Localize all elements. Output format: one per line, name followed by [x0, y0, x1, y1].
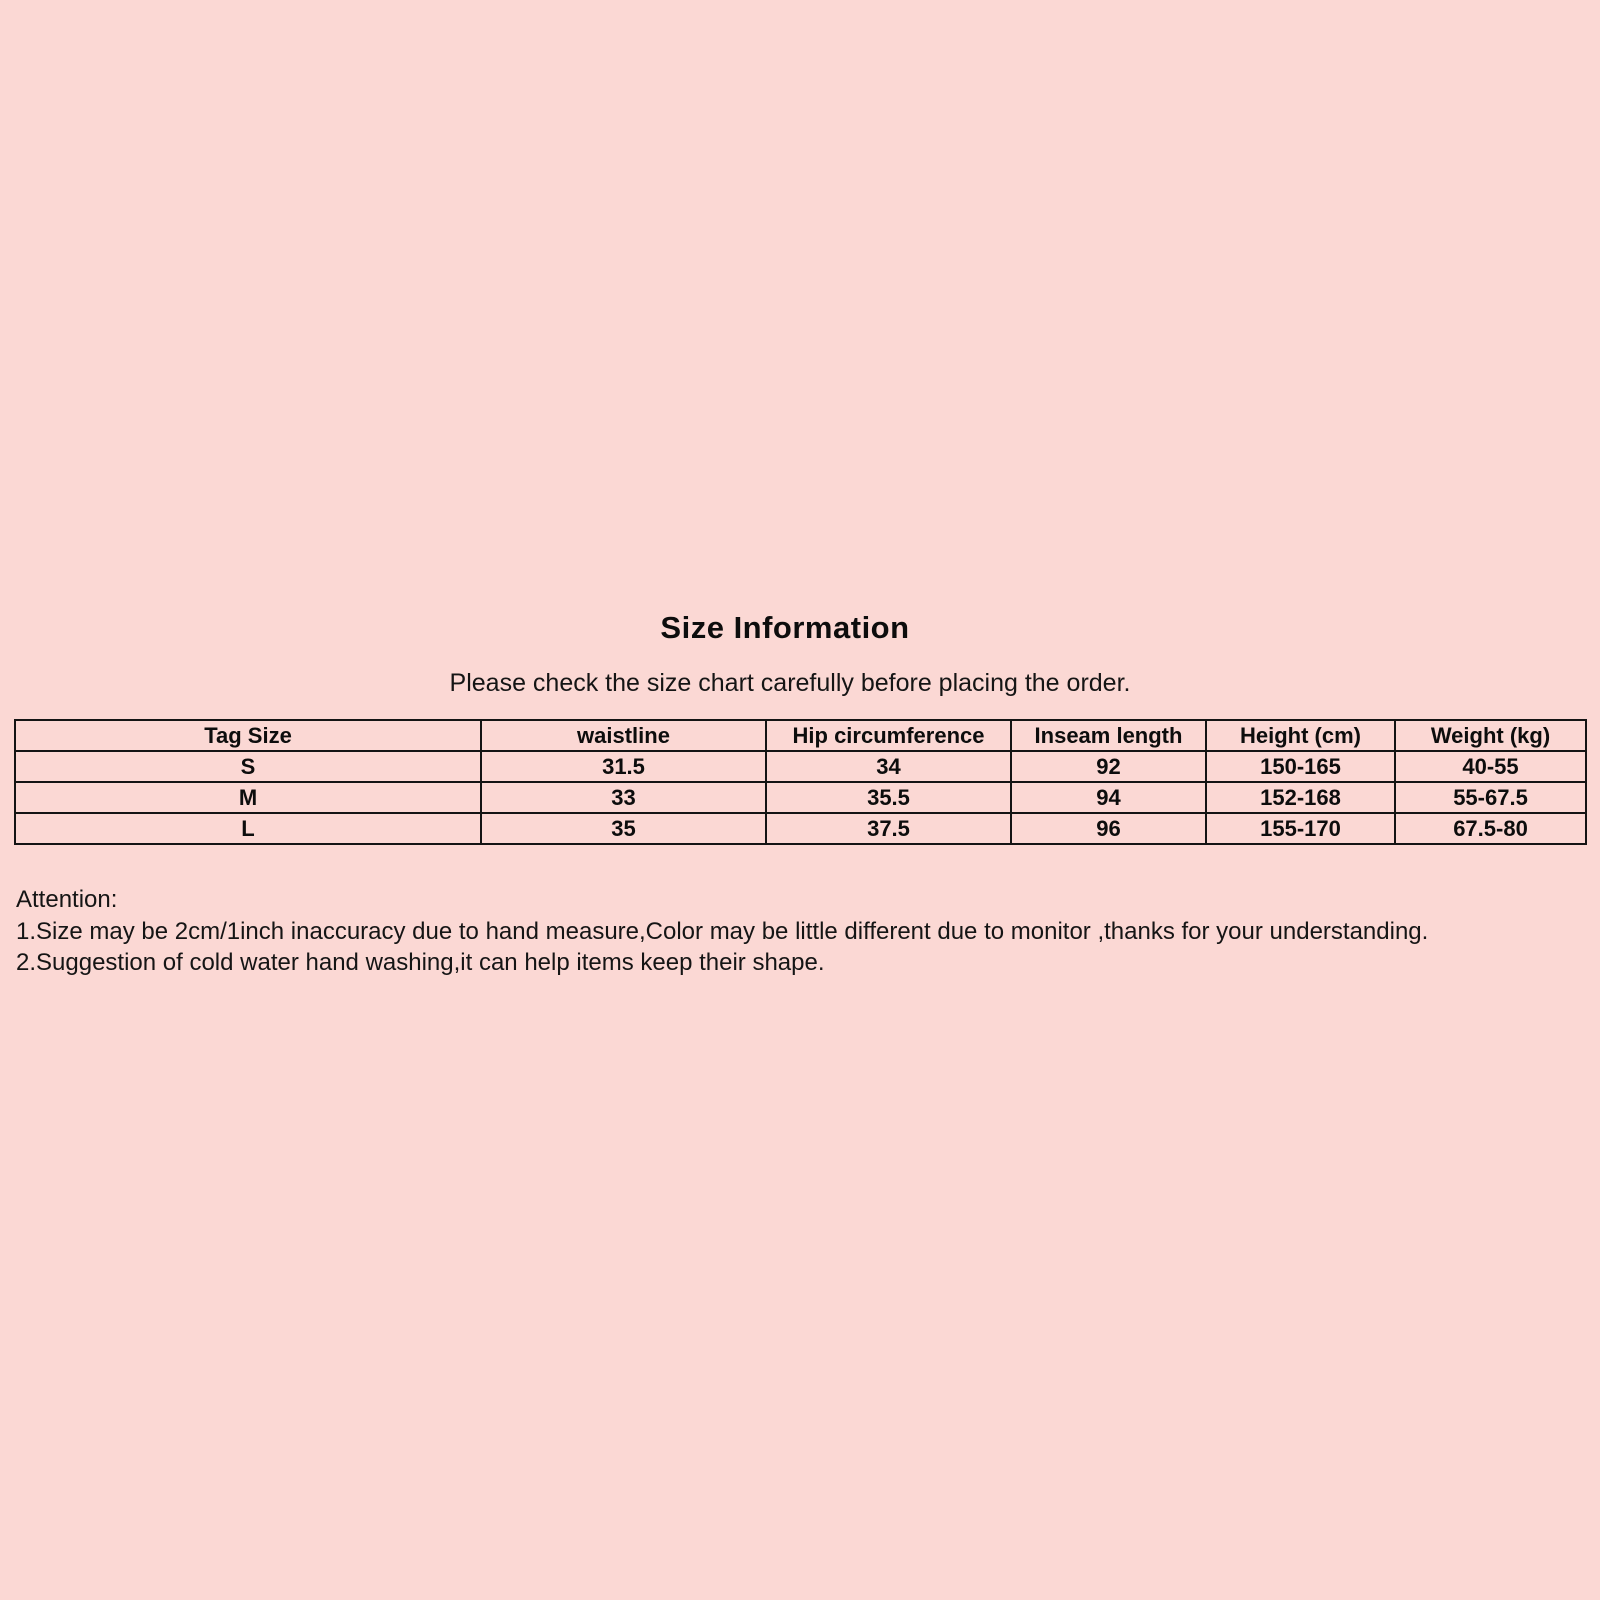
size-table	[14, 719, 1587, 845]
attention-note-1: 1.Size may be 2cm/1inch inaccuracy due to hand measure,Color may be little different due to monitor ,thanks for your understanding.	[16, 917, 1429, 945]
header-height-cm: Height (cm)	[1206, 720, 1395, 751]
cell-height: 150-165	[1206, 751, 1395, 782]
table-row-size-l	[15, 813, 1586, 844]
attention-note-2: 2.Suggestion of cold water hand washing,it can help items keep their shape.	[16, 949, 825, 976]
cell-hip-circumference: 35.5	[766, 782, 1011, 813]
table-row-size-m	[15, 782, 1586, 813]
page-title: Size Information	[660, 610, 910, 645]
cell-inseam-length: 96	[1011, 813, 1206, 844]
header-hip-circumference: Hip circumference	[766, 720, 1011, 751]
header-weight-kg: Weight (kg)	[1395, 720, 1586, 751]
cell-height: 152-168	[1206, 782, 1395, 813]
header-inseam-length: Inseam length	[1011, 720, 1206, 751]
cell-hip-circumference: 34	[766, 751, 1011, 782]
attention-heading: Attention:	[16, 886, 118, 913]
subtitle: Please check the size chart carefully before placing the order.	[449, 669, 1131, 697]
header-tag-size: Tag Size	[15, 720, 481, 751]
cell-waistline: 35	[481, 813, 766, 844]
cell-waistline: 33	[481, 782, 766, 813]
table-header-row	[15, 720, 1586, 751]
cell-tag-size: M	[15, 782, 481, 813]
cell-inseam-length: 94	[1011, 782, 1206, 813]
cell-tag-size: S	[15, 751, 481, 782]
cell-hip-circumference: 37.5	[766, 813, 1011, 844]
cell-weight: 67.5-80	[1395, 813, 1586, 844]
header-waistline: waistline	[481, 720, 766, 751]
cell-inseam-length: 92	[1011, 751, 1206, 782]
cell-weight: 40-55	[1395, 751, 1586, 782]
cell-tag-size: L	[15, 813, 481, 844]
cell-height: 155-170	[1206, 813, 1395, 844]
cell-weight: 55-67.5	[1395, 782, 1586, 813]
cell-waistline: 31.5	[481, 751, 766, 782]
attention-section	[16, 884, 1576, 979]
table-row-size-s	[15, 751, 1586, 782]
